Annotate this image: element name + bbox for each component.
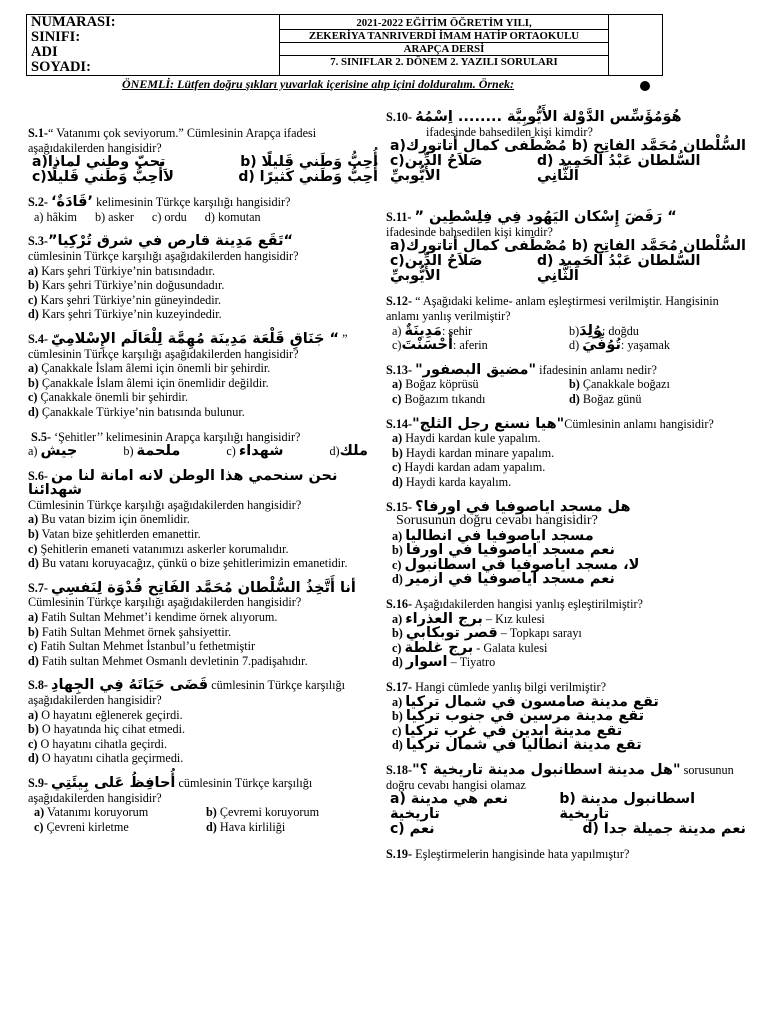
question-4: S.4- “ جَنَاقِ قَلْعَة مَدِينَة مُهِمَّة لِلْعَالَم الإِسْلامِيّ ” cümlesinin Türkçe karşılığı aşağıdakilerden hangisidir? a) Çanakkale İslam âlemi için önemli bir şehirdir. b) Çanakkale İslam âlemi için önemlidir değildir. c) Çanakkale önemli bir şehirdir. d) Çanakkale Türkiye’nin batısında bulunur. (28, 332, 378, 420)
option-a[interactable]: a) Haydi kardan kule yapalım. (392, 431, 541, 446)
filled-circle-example-icon (640, 81, 650, 91)
option-b[interactable]: b) اسطانبول مدينة تاريخية (559, 791, 696, 823)
option-c[interactable]: c)لاَأُحِبُّ وَطَني قَليلًا (32, 169, 174, 186)
option-c[interactable]: c)أَحْسَنْتَ: aferin (392, 337, 488, 354)
school-info-box (280, 15, 609, 75)
option-c[interactable]: c)صَلاَحُ الدِّين الأَيُّوبيِّ (390, 153, 483, 185)
option-d[interactable]: d) Boğaz günü (569, 391, 642, 406)
student-surname-label: SOYADI: (31, 59, 91, 75)
question-15: S.15- هل مسجد اياصوفيا في اورفا؟ Sorusunun doğru cevabı hangisidir? a) مسجد اياصوفيا في انطاليا b) نعم مسجد اياصوفيا في اورفا c) لا، مسجد اياصوفيا في اسطانبول d) نعم مسجد اياصوفيا في ازمير (386, 500, 746, 588)
option-c[interactable]: c) Çanakkale önemli bir şehirdir. (28, 390, 189, 405)
course-name: ARAPÇA DERSİ (280, 43, 608, 56)
option-c[interactable]: c)صَلاَحُ الدِّين الأَيُّوبيِّ (390, 253, 483, 285)
option-c[interactable]: c) تقع مدينة ايدين في غرب تركيا (392, 722, 623, 739)
option-b[interactable]: b) Çanakkale İslam âlemi için önemlidir değildir. (28, 375, 269, 390)
option-c[interactable]: c) لا، مسجد اياصوفيا في اسطانبول (392, 556, 640, 573)
option-a[interactable]: a) مسجد اياصوفيا في انطاليا (392, 527, 594, 544)
option-a[interactable]: a) مَدِينَةٌ: şehir (392, 322, 473, 339)
option-a[interactable]: a)مُصْطَفى كمال أتاتورك (390, 238, 567, 255)
question-2: S.2- ‘قَادَةٌ’ kelimesinin Türkçe karşılığı hangisidir? a) hâkim b) asker c) ordu d) komutan (28, 194, 291, 224)
option-d[interactable]: d) Çanakkale Türkiye’nin batısında bulunur. (28, 404, 245, 419)
option-a[interactable]: a) تقع مدينة صامسون في شمال تركيا (392, 693, 659, 710)
option-d[interactable]: d) أُحِبُّ وَطَني كَثيرًا (238, 169, 378, 186)
option-c[interactable]: c) Şehitlerin emaneti vatanımızı askerler korumalıdır. (28, 541, 289, 556)
option-c[interactable]: c) ordu (151, 209, 187, 224)
question-12: S.12- “ Aşağıdaki kelime- anlam eşleştirmesi verilmiştir. Hangisinin anlamı yanlış verilmiştir? a) مَدِينَةٌ: şehir b)وُلِدَ: doğdu c)أَحْسَنْتَ: aferin d) تُوُفِّيَ: yaşamak (386, 294, 746, 352)
option-d[interactable]: d) نعم مسجد اياصوفيا في ازمير (392, 571, 615, 588)
option-a[interactable]: a) Vatanımı koruyorum (34, 805, 149, 820)
question-3: S.3-“تَقَع مَدِينة قارص في شرق تُرْكِيا” cümlesinin Türkçe karşılığı aşağıdakilerden hangisidir? a) Kars şehri Türkiye’nin batısındadır. b) Kars şehri Türkiye’nin doğusundadır. c) Kars şehri Türkiye’nin güneyindedir. d) Kars şehri Türkiye’nin kuzeyindedir. (28, 234, 378, 322)
option-a[interactable]: a) Bu vatan bizim için önemlidir. (28, 512, 190, 527)
option-a[interactable]: a) نعم هي مدينة تاريخية (390, 791, 509, 823)
option-b[interactable]: b) تقع مدينة مرسين في جنوب تركيا (392, 708, 645, 725)
option-c[interactable]: c) O hayatını cihatla geçirdi. (28, 736, 168, 751)
option-c[interactable]: c) برج غلطة - Galata kulesi (392, 639, 548, 656)
question-7: S.7- أنا أَتَّخِذُ السُّلْطان مُحَمَّد الفَاتِح قُدْوَة لِنَفسِي Cümlesinin Türkçe karşılığı aşağıdakilerden hangisidir? a) Fatih Sultan Mehmet’i kendime örnek alıyorum. b) Fatih Sultan Mehmet örnek şahsiyettir. c) Fatih Sultan Mehmet İstanbul’u fethetmiştir d) Fatih sultan Mehmet Osmanlı devletinin 7.padişahıdır. (28, 581, 378, 669)
option-c[interactable]: c) Kars şehri Türkiye’nin güneyindedir. (28, 292, 222, 307)
option-a[interactable]: a) Fatih Sultan Mehmet’i kendime örnek alıyorum. (28, 610, 278, 625)
question-19: S.19- Eşleştirmelerin hangisinde hata yapılmıştır? (386, 847, 630, 862)
instruction-notice: ÖNEMLİ: Lütfen doğru şıkları yuvarlak içerisine alıp içini dolduralım. Örnek: (122, 77, 515, 91)
option-b[interactable]: b) asker (94, 209, 134, 224)
question-14: S.14-"هيا نسنع رجل الثلج"Cümlesinin anlamı hangisidir? a) Haydi kardan kule yapalım. b) Haydi kardan minare yapalım. c) Haydi kardan adam yapalım. d) Haydi karda kayalım. (386, 417, 746, 490)
question-16: S.16- Aşağıdakilerden hangisi yanlış eşleştirilmiştir? a) برج العذراء – Kız kulesi b) قصر توبكابي – Topkapı sarayı c) برج غلطة - Galata kulesi d) اسوار – Tiyatro (386, 597, 746, 670)
option-a[interactable]: a) جيش (28, 443, 78, 460)
question-10: S.10- هُوَمُؤَسِّس الدَّوْلة الأَيُّوبِيَّة ........ اِسْمُهُ ifadesinde bahsedilen kişi kimdir? a)مُصْطَفى كمال أتاتورك b) السُّلْطان مُحَمَّد الفاتِح c)صَلاَحُ الدِّين الأَيُّوبيِّ d) السُّلطان عَبْدُ الحَمِيد الثَّانِي (386, 109, 746, 185)
question-6: S.6- نحن سنحمي هذا الوطن لانه امانة لنا من شهدائنا Cümlesinin Türkçe karşılığı aşağıdakilerden hangisidir? a) Bu vatan bizim için önemlidir. b) Vatan bize şehitlerden emanettir. c) Şehitlerin emaneti vatanımızı askerler korumalıdır. d) Bu vatanı koruyacağız, çünkü o bize şehitlerimizin emanetidir. (28, 469, 378, 571)
question-18: S.18-"هل مدينة اسطانبول مدينة تاريخية ؟" sorusunun doğru cevabı hangisi olamaz a) نعم هي مدينة تاريخية b) اسطانبول مدينة تاريخية c) نعم d) نعم مدينة جميلة جدا (386, 762, 746, 838)
option-b[interactable]: b) قصر توبكابي – Topkapı sarayı (392, 625, 582, 642)
option-c[interactable]: c) Çevreni kirletme (34, 819, 129, 834)
option-a[interactable]: a) hâkim (34, 209, 77, 224)
option-d[interactable]: d) Bu vatanı koruyacağız, çünkü o bize şehitlerimizin emanetidir. (28, 556, 348, 571)
question-13: S.13- "مضيق البصفور" ifadesinin anlamı nedir? a) Boğaz köprüsü b) Çanakkale boğazı c) Boğazım tıkandı d) Boğaz günü (386, 363, 746, 407)
option-b[interactable]: b) Çanakkale boğazı (569, 377, 670, 392)
option-d[interactable]: d) Haydi karda kayalım. (392, 474, 512, 489)
question-17: S.17- Hangi cümlede yanlış bilgi verilmiştir? a) تقع مدينة صامسون في شمال تركيا b) تقع مدينة مرسين في جنوب تركيا c) تقع مدينة ايدين في غرب تركيا d) تقع مدينة انطاليا في شمال تركيا (386, 680, 746, 753)
option-d[interactable]: d) تُوُفِّيَ: yaşamak (569, 337, 670, 354)
option-b[interactable]: b) السُّلْطان مُحَمَّد الفاتِح (571, 238, 746, 255)
option-c[interactable]: c) Haydi kardan adam yapalım. (392, 460, 546, 475)
option-a[interactable]: a) Boğaz köprüsü (392, 377, 479, 392)
exam-header (26, 14, 663, 76)
question-1: S.1-“ Vatanımı çok seviyorum.” Cümlesinin Arapça ifadesi aşağıdakilerden hangisidir? a)تحبّ وطني لماذا b) أُحِبُّ وَطَني قَليلًا c)لاَأُحِبُّ وَطَني قَليلًا d) أُحِبُّ وَطَني كَثيرًا (28, 126, 378, 186)
question-9: S.9- أُحافِظُ عَلى بِيئَتِي cümlesinin Türkçe karşılığı aşağıdakilerden hangisidir? a) Vatanımı koruyorum b) Çevremi koruyorum c) Çevreni kirletme d) Hava kirliliği (28, 776, 378, 834)
option-d[interactable]: d) Kars şehri Türkiye’nin kuzeyindedir. (28, 307, 222, 322)
option-b[interactable]: b) Haydi kardan minare yapalım. (392, 445, 555, 460)
option-a[interactable]: a) O hayatını eğlenerek geçirdi. (28, 707, 183, 722)
question-5: S.5- ‘Şehitler’’ kelimesinin Arapça karşılığı hangisidir? a) جيش b) ملحمة c) شهداء d)ملك (28, 429, 368, 460)
left-column (28, 126, 378, 844)
option-c[interactable]: c) شهداء (226, 443, 284, 460)
option-b[interactable]: b) O hayatında hiç cihat etmedi. (28, 722, 186, 737)
option-d[interactable]: d) السُّلطان عَبْدُ الحَمِيد الثَّانِي (536, 153, 701, 185)
option-d[interactable]: d) O hayatını cihatla geçirmedi. (28, 751, 184, 766)
option-c[interactable]: c) نعم (390, 821, 435, 838)
option-d[interactable]: d) تقع مدينة انطاليا في شمال تركيا (392, 737, 642, 754)
option-a[interactable]: a) Kars şehri Türkiye’nin batısındadır. (28, 263, 215, 278)
option-a[interactable]: a) برج العذراء – Kız kulesi (392, 610, 545, 627)
option-d[interactable]: d) اسوار – Tiyatro (392, 654, 496, 671)
option-b[interactable]: b)وُلِدَ: doğdu (569, 322, 639, 339)
question-11: S.11- “ رَفَضَ إِسْكان اليَهُود فِي فِلِسْطِين ” ifadesinde bahsedilen kişi kimdir? a)مُصْطَفى كمال أتاتورك b) السُّلْطان مُحَمَّد الفاتِح c)صَلاَحُ الدِّين الأَيُّوبيِّ d) السُّلطان عَبْدُ الحَمِيد الثَّانِي (386, 209, 746, 285)
school-name: ZEKERİYA TANRIVERDİ İMAM HATİP ORTAOKULU (280, 30, 608, 43)
options-row-2 (28, 170, 378, 185)
option-b[interactable]: b) نعم مسجد اياصوفيا في اورفا (392, 542, 615, 559)
option-c[interactable]: c) Fatih Sultan Mehmet İstanbul’u fethetmiştir (28, 639, 256, 654)
options-row-1 (28, 155, 378, 170)
option-b[interactable]: b) السُّلْطان مُحَمَّد الفاتِح (571, 138, 746, 155)
option-a[interactable]: a)مُصْطَفى كمال أتاتورك (390, 138, 567, 155)
student-name-label: ADI (31, 44, 58, 60)
option-a[interactable]: a)تحبّ وطني لماذا (32, 154, 166, 171)
option-b[interactable]: b) أُحِبُّ وَطَني قَليلًا (240, 154, 378, 171)
option-b[interactable]: b) Fatih Sultan Mehmet örnek şahsiyettir. (28, 624, 232, 639)
right-column (386, 110, 746, 872)
option-b[interactable]: b) Vatan bize şehitlerden emanettir. (28, 527, 201, 542)
option-d[interactable]: d) نعم مدينة جميلة جدا (582, 821, 746, 838)
option-b[interactable]: b) Kars şehri Türkiye’nin doğusundadır. (28, 278, 225, 293)
option-d[interactable]: d) komutan (204, 209, 261, 224)
option-d[interactable]: d) Fatih sultan Mehmet Osmanlı devletinin 7.padişahıdır. (28, 653, 308, 668)
option-d[interactable]: d) Hava kirliliği (206, 819, 286, 834)
option-a[interactable]: a) Çanakkale İslam âlemi için önemli bir şehirdir. (28, 361, 271, 376)
student-class-label: SINIFI: (31, 29, 81, 45)
option-d[interactable]: d) السُّلطان عَبْدُ الحَمِيد الثَّانِي (536, 253, 701, 285)
question-8: S.8- قَضَى حَيَاتَهُ فِي الجِهادِ cümlesinin Türkçe karşılığı aşağıdakilerden hangisidir? a) O hayatını eğlenerek geçirdi. b) O hayatında hiç cihat etmedi. c) O hayatını cihatla geçirdi. d) O hayatını cihatla geçirmedi. (28, 678, 378, 766)
exam-title: 7. SINIFLAR 2. DÖNEM 2. YAZILI SORULARI (330, 56, 558, 68)
option-d[interactable]: d)ملك (329, 443, 368, 460)
school-year: 2021-2022 EĞİTİM ÖĞRETİM YILI, (280, 17, 608, 30)
option-b[interactable]: b) Çevremi koruyorum (206, 805, 320, 820)
score-box (609, 15, 662, 75)
option-c[interactable]: c) Boğazım tıkandı (392, 391, 486, 406)
student-number-label: NUMARASI: (31, 14, 116, 30)
student-info-box (27, 15, 280, 75)
option-b[interactable]: b) ملحمة (123, 443, 181, 460)
